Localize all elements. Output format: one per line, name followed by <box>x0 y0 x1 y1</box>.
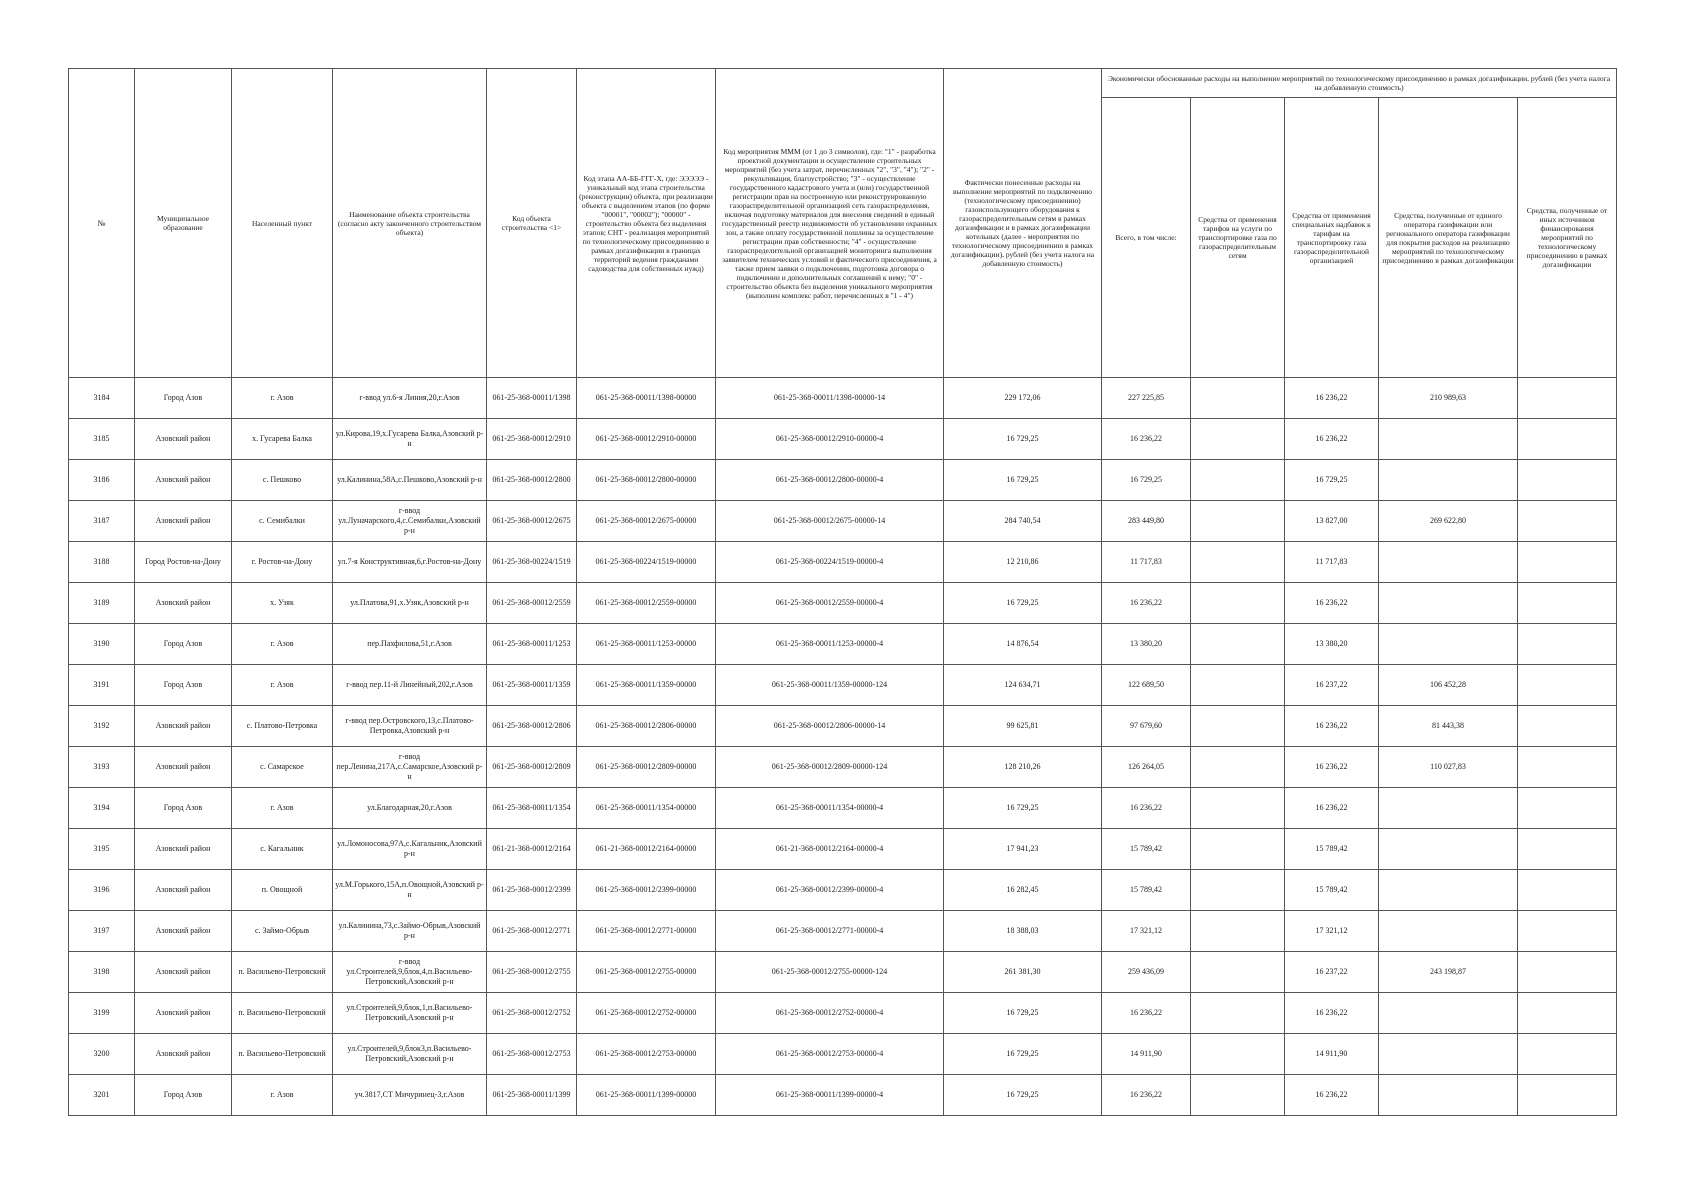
cell-total: 122 689,50 <box>1102 665 1191 706</box>
cell-settlement: с. Кагальник <box>232 829 333 870</box>
cell-num: 3191 <box>69 665 135 706</box>
cell-tariffs <box>1191 419 1285 460</box>
header-object-code: Код объекта строительства <1> <box>487 69 577 378</box>
cell-object-code: 061-25-368-00012/2800 <box>487 460 577 501</box>
cell-tariffs <box>1191 1075 1285 1116</box>
cell-operator <box>1379 583 1518 624</box>
cell-object-code: 061-25-368-00012/2755 <box>487 952 577 993</box>
table-row <box>69 665 1617 706</box>
cell-object-name: ул.Калинина,73,с.Займо-Обрыв,Азовский р-н <box>333 911 487 952</box>
cell-tariffs <box>1191 952 1285 993</box>
cell-municipality: Город Азов <box>135 378 232 419</box>
cell-actual-costs: 229 172,06 <box>944 378 1102 419</box>
cell-other <box>1518 583 1617 624</box>
cell-object-name: г-ввод ул.6-я Линия,20,г.Азов <box>333 378 487 419</box>
cell-object-code: 061-25-368-00012/2771 <box>487 911 577 952</box>
cell-event-code: 061-25-368-00011/1359-00000-124 <box>716 665 944 706</box>
header-surcharges: Средства от применения специальных надбавок к тарифам на транспортировку газа газораспределительной организацией <box>1285 98 1379 378</box>
cell-object-name: ул.Ломоносова,97А,с.Кагальник,Азовский р-н <box>333 829 487 870</box>
cell-total: 16 236,22 <box>1102 993 1191 1034</box>
cell-other <box>1518 747 1617 788</box>
cell-surcharges: 16 236,22 <box>1285 1075 1379 1116</box>
cell-tariffs <box>1191 542 1285 583</box>
cell-settlement: с. Займо-Обрыв <box>232 911 333 952</box>
cell-other <box>1518 870 1617 911</box>
cell-tariffs <box>1191 706 1285 747</box>
cell-tariffs <box>1191 911 1285 952</box>
cell-event-code: 061-25-368-00012/2559-00000-4 <box>716 583 944 624</box>
header-group-justified-costs: Экономически обоснованные расходы на выполнение мероприятий по технологическому присоединению в рамках догазификации, рублей (без учета налога на добавленную стоимость) <box>1102 69 1617 98</box>
cell-object-code: 061-25-368-00012/2753 <box>487 1034 577 1075</box>
cell-municipality: Азовский район <box>135 952 232 993</box>
cell-tariffs <box>1191 583 1285 624</box>
report-sheet <box>68 68 1617 1116</box>
cell-total: 17 321,12 <box>1102 911 1191 952</box>
cell-object-name: ул.7-я Конструктивная,6,г.Ростов-на-Дону <box>333 542 487 583</box>
cell-settlement: с. Самарское <box>232 747 333 788</box>
cell-num: 3201 <box>69 1075 135 1116</box>
cell-num: 3194 <box>69 788 135 829</box>
cell-settlement: п. Васильево-Петровский <box>232 952 333 993</box>
cell-municipality: Азовский район <box>135 911 232 952</box>
table-header <box>69 69 1617 378</box>
cell-settlement: г. Азов <box>232 624 333 665</box>
cell-surcharges: 16 236,22 <box>1285 378 1379 419</box>
table-row <box>69 788 1617 829</box>
cell-municipality: Азовский район <box>135 501 232 542</box>
cell-stage-code: 061-25-368-00012/2559-00000 <box>577 583 716 624</box>
cell-settlement: г. Ростов-на-Дону <box>232 542 333 583</box>
cell-settlement: п. Овощной <box>232 870 333 911</box>
cell-municipality: Город Азов <box>135 665 232 706</box>
cell-total: 259 436,09 <box>1102 952 1191 993</box>
cell-surcharges: 13 827,00 <box>1285 501 1379 542</box>
cell-settlement: п. Васильево-Петровский <box>232 993 333 1034</box>
table-row <box>69 624 1617 665</box>
cell-total: 16 729,25 <box>1102 460 1191 501</box>
header-municipality: Муниципальное образование <box>135 69 232 378</box>
cell-municipality: Город Ростов-на-Дону <box>135 542 232 583</box>
cell-stage-code: 061-25-368-00012/2771-00000 <box>577 911 716 952</box>
cell-event-code: 061-25-368-00012/2800-00000-4 <box>716 460 944 501</box>
cell-operator: 110 027,83 <box>1379 747 1518 788</box>
header-stage-code: Код этапа АА-ББ-ГГГ-Х, где: ЭЭЭЭЭ - уникальный код этапа строительства (реконструкции) объекта, при реализации объекта с выделением этапов (по форме "00001", "00002"); "00000" - строительство объекта без выделения этапов; СНТ - реализация мероприятий по технологическому присоединению в рамках догазификации в границах территорий ведения гражданами садоводства для собственных нужд) <box>577 69 716 378</box>
cell-surcharges: 11 717,83 <box>1285 542 1379 583</box>
cell-settlement: г. Азов <box>232 1075 333 1116</box>
cell-total: 227 225,85 <box>1102 378 1191 419</box>
cell-actual-costs: 14 876,54 <box>944 624 1102 665</box>
cell-actual-costs: 16 729,25 <box>944 788 1102 829</box>
table-row <box>69 911 1617 952</box>
cell-municipality: Азовский район <box>135 747 232 788</box>
cell-stage-code: 061-25-368-00011/1354-00000 <box>577 788 716 829</box>
cell-operator <box>1379 460 1518 501</box>
cell-total: 16 236,22 <box>1102 788 1191 829</box>
cell-num: 3190 <box>69 624 135 665</box>
cell-object-name: ул.Строителей,9,блок3,п.Васильево-Петровский,Азовский р-н <box>333 1034 487 1075</box>
cell-tariffs <box>1191 378 1285 419</box>
cell-object-name: г-ввод пер.11-й Линейный,202,г.Азов <box>333 665 487 706</box>
header-object-name: Наименование объекта строительства (согласно акту законченного строительством объекта) <box>333 69 487 378</box>
cell-settlement: п. Васильево-Петровский <box>232 1034 333 1075</box>
cell-tariffs <box>1191 1034 1285 1075</box>
cell-other <box>1518 1034 1617 1075</box>
cell-actual-costs: 16 729,25 <box>944 460 1102 501</box>
cell-settlement: г. Азов <box>232 665 333 706</box>
cell-actual-costs: 18 388,03 <box>944 911 1102 952</box>
cell-num: 3199 <box>69 993 135 1034</box>
cell-stage-code: 061-25-368-00012/2910-00000 <box>577 419 716 460</box>
cell-event-code: 061-25-368-00012/2771-00000-4 <box>716 911 944 952</box>
cell-operator: 81 443,38 <box>1379 706 1518 747</box>
cell-surcharges: 16 236,22 <box>1285 706 1379 747</box>
cell-total: 126 264,05 <box>1102 747 1191 788</box>
table-row <box>69 419 1617 460</box>
table-row <box>69 952 1617 993</box>
cell-tariffs <box>1191 460 1285 501</box>
cell-tariffs <box>1191 747 1285 788</box>
cell-stage-code: 061-25-368-00012/2809-00000 <box>577 747 716 788</box>
cell-event-code: 061-25-368-00012/2910-00000-4 <box>716 419 944 460</box>
cell-operator <box>1379 624 1518 665</box>
cell-event-code: 061-25-368-00011/1354-00000-4 <box>716 788 944 829</box>
table-row <box>69 460 1617 501</box>
cell-object-name: ул.Благодарная,20,г.Азов <box>333 788 487 829</box>
cell-object-code: 061-25-368-00012/2910 <box>487 419 577 460</box>
table-body <box>69 378 1617 1116</box>
cell-operator: 243 198,87 <box>1379 952 1518 993</box>
table-row <box>69 829 1617 870</box>
cell-settlement: х. Узяк <box>232 583 333 624</box>
cell-event-code: 061-25-368-00012/2753-00000-4 <box>716 1034 944 1075</box>
cell-object-code: 061-25-368-00012/2752 <box>487 993 577 1034</box>
cell-actual-costs: 128 210,26 <box>944 747 1102 788</box>
cell-object-name: ул.Калинина,58А,с.Пешково,Азовский р-н <box>333 460 487 501</box>
table-row <box>69 501 1617 542</box>
cell-other <box>1518 829 1617 870</box>
cell-surcharges: 16 729,25 <box>1285 460 1379 501</box>
cell-num: 3184 <box>69 378 135 419</box>
cell-object-code: 061-25-368-00012/2675 <box>487 501 577 542</box>
cell-object-name: ул.М.Горького,15А,п.Овощной,Азовский р-н <box>333 870 487 911</box>
cell-event-code: 061-25-368-00012/2755-00000-124 <box>716 952 944 993</box>
cell-other <box>1518 911 1617 952</box>
cell-object-name: г-ввод пер.Островского,13,с.Платово-Петровка,Азовский р-н <box>333 706 487 747</box>
cell-object-code: 061-25-368-00011/1354 <box>487 788 577 829</box>
cell-tariffs <box>1191 870 1285 911</box>
cell-event-code: 061-25-368-00012/2806-00000-14 <box>716 706 944 747</box>
cell-surcharges: 17 321,12 <box>1285 911 1379 952</box>
cell-actual-costs: 16 282,45 <box>944 870 1102 911</box>
cell-operator <box>1379 542 1518 583</box>
cell-actual-costs: 16 729,25 <box>944 1034 1102 1075</box>
cell-num: 3196 <box>69 870 135 911</box>
cell-municipality: Азовский район <box>135 829 232 870</box>
cell-object-code: 061-25-368-00012/2806 <box>487 706 577 747</box>
cell-municipality: Азовский район <box>135 419 232 460</box>
cell-total: 13 380,20 <box>1102 624 1191 665</box>
cell-municipality: Азовский район <box>135 706 232 747</box>
cell-other <box>1518 460 1617 501</box>
cell-object-name: г-ввод пер.Ленина,217А,с.Самарское,Азовский р-н <box>333 747 487 788</box>
cell-object-code: 061-25-368-00224/1519 <box>487 542 577 583</box>
cell-object-name: ул.Кирова,19,х.Гусарева Балка,Азовский р-н <box>333 419 487 460</box>
table-row <box>69 706 1617 747</box>
data-table <box>68 68 1617 1116</box>
cell-municipality: Город Азов <box>135 788 232 829</box>
cell-tariffs <box>1191 788 1285 829</box>
cell-operator: 106 452,28 <box>1379 665 1518 706</box>
cell-municipality: Город Азов <box>135 1075 232 1116</box>
cell-settlement: с. Семибалки <box>232 501 333 542</box>
cell-object-name: пер.Пахфилова,51,г.Азов <box>333 624 487 665</box>
cell-operator <box>1379 1075 1518 1116</box>
cell-other <box>1518 624 1617 665</box>
cell-total: 15 789,42 <box>1102 870 1191 911</box>
cell-surcharges: 15 789,42 <box>1285 829 1379 870</box>
cell-tariffs <box>1191 829 1285 870</box>
cell-event-code: 061-25-368-00011/1399-00000-4 <box>716 1075 944 1116</box>
table-row <box>69 542 1617 583</box>
cell-other <box>1518 952 1617 993</box>
cell-object-name: ул.Строителей,9,блок,1,п.Васильево-Петровский,Азовский р-н <box>333 993 487 1034</box>
cell-other <box>1518 1075 1617 1116</box>
cell-stage-code: 061-25-368-00012/2752-00000 <box>577 993 716 1034</box>
cell-other <box>1518 993 1617 1034</box>
table-row <box>69 1034 1617 1075</box>
cell-num: 3188 <box>69 542 135 583</box>
cell-municipality: Азовский район <box>135 1034 232 1075</box>
cell-total: 14 911,90 <box>1102 1034 1191 1075</box>
cell-object-code: 061-25-368-00012/2559 <box>487 583 577 624</box>
header-actual-costs: Фактически понесенные расходы на выполнение мероприятий по подключению (технологическому присоединению) газоиспользующего оборудования к газораспределительным сетям в рамках догазификации и в рамках догазификации котельных (далее - мероприятия по технологическому присоединению в рамках догазификации), рублей (без учета налога на добавленную стоимость) <box>944 69 1102 378</box>
cell-surcharges: 14 911,90 <box>1285 1034 1379 1075</box>
table-row <box>69 583 1617 624</box>
cell-total: 11 717,83 <box>1102 542 1191 583</box>
cell-actual-costs: 284 740,54 <box>944 501 1102 542</box>
cell-surcharges: 16 236,22 <box>1285 583 1379 624</box>
header-other: Средства, полученные от иных источников финансирования мероприятий по технологическому присоединению в рамках догазификации <box>1518 98 1617 378</box>
cell-surcharges: 13 380,20 <box>1285 624 1379 665</box>
cell-object-name: г-ввод ул.Строителей,9,блок,4,п.Васильево-Петровский,Азовский р-н <box>333 952 487 993</box>
cell-object-name: уч.3817,СТ Мичуринец-3,г.Азов <box>333 1075 487 1116</box>
table-row <box>69 1075 1617 1116</box>
cell-surcharges: 16 237,22 <box>1285 665 1379 706</box>
cell-object-code: 061-25-368-00011/1253 <box>487 624 577 665</box>
cell-other <box>1518 706 1617 747</box>
cell-settlement: с. Пешково <box>232 460 333 501</box>
cell-municipality: Азовский район <box>135 460 232 501</box>
cell-num: 3200 <box>69 1034 135 1075</box>
cell-operator <box>1379 788 1518 829</box>
cell-tariffs <box>1191 624 1285 665</box>
cell-object-name: г-ввод ул.Луначарского,4,с.Семибалки,Азовский р-н <box>333 501 487 542</box>
cell-actual-costs: 16 729,25 <box>944 583 1102 624</box>
header-tariffs: Средства от применения тарифов на услуги по транспортировке газа по газораспределительным сетям <box>1191 98 1285 378</box>
cell-event-code: 061-25-368-00012/2675-00000-14 <box>716 501 944 542</box>
cell-actual-costs: 16 729,25 <box>944 1075 1102 1116</box>
cell-other <box>1518 419 1617 460</box>
cell-total: 97 679,60 <box>1102 706 1191 747</box>
cell-actual-costs: 16 729,25 <box>944 419 1102 460</box>
cell-stage-code: 061-25-368-00011/1253-00000 <box>577 624 716 665</box>
cell-stage-code: 061-21-368-00012/2164-00000 <box>577 829 716 870</box>
cell-stage-code: 061-25-368-00012/2399-00000 <box>577 870 716 911</box>
cell-actual-costs: 12 210,86 <box>944 542 1102 583</box>
cell-event-code: 061-25-368-00012/2809-00000-124 <box>716 747 944 788</box>
header-operator: Средства, полученные от единого оператора газификации или регионального оператора газификации для покрытия расходов на реализацию мероприятий по технологическому присоединению в рамках догазификации <box>1379 98 1518 378</box>
cell-operator <box>1379 870 1518 911</box>
cell-stage-code: 061-25-368-00012/2806-00000 <box>577 706 716 747</box>
header-event-code: Код мероприятия МММ (от 1 до 3 символов), где: "1" - разработка проектной документации и осуществление строительных мероприятий (без учета затрат, перечисленных "2", "3", "4"); "2" - рекультивация, благоустройство; "3" - осуществление государственного кадастрового учета и (или) государственной регистрации прав на построенную или реконструированную газораспределительной организацией сеть газораспределения, включая подготовку материалов для внесения сведений в единый государственный реестр недвижимости об установлении охранных зон, а также оплату государственной пошлины за осуществление регистрации прав собственности; "4" - осуществление газораспределительной организацией мониторинга выполнения заявителем технических условий и фактического присоединения, а также прием заявки о подключении, подготовка договора о подключении и дополнительных соглашений к нему; "0" - строительство объекта без выделения уникального мероприятия (выполнен комплекс работ, перечисленных в "1 - 4") <box>716 69 944 378</box>
cell-object-code: 061-25-368-00011/1359 <box>487 665 577 706</box>
cell-stage-code: 061-25-368-00012/2800-00000 <box>577 460 716 501</box>
cell-tariffs <box>1191 665 1285 706</box>
cell-surcharges: 16 236,22 <box>1285 788 1379 829</box>
cell-tariffs <box>1191 993 1285 1034</box>
cell-object-code: 061-21-368-00012/2164 <box>487 829 577 870</box>
cell-num: 3187 <box>69 501 135 542</box>
cell-num: 3192 <box>69 706 135 747</box>
cell-other <box>1518 665 1617 706</box>
cell-other <box>1518 501 1617 542</box>
cell-surcharges: 16 236,22 <box>1285 747 1379 788</box>
cell-actual-costs: 124 634,71 <box>944 665 1102 706</box>
cell-municipality: Азовский район <box>135 993 232 1034</box>
cell-event-code: 061-25-368-00224/1519-00000-4 <box>716 542 944 583</box>
cell-num: 3185 <box>69 419 135 460</box>
cell-object-code: 061-25-368-00012/2399 <box>487 870 577 911</box>
cell-settlement: с. Платово-Петровка <box>232 706 333 747</box>
cell-operator <box>1379 1034 1518 1075</box>
table-row <box>69 993 1617 1034</box>
cell-surcharges: 16 236,22 <box>1285 419 1379 460</box>
cell-municipality: Азовский район <box>135 870 232 911</box>
cell-event-code: 061-21-368-00012/2164-00000-4 <box>716 829 944 870</box>
cell-object-code: 061-25-368-00012/2809 <box>487 747 577 788</box>
header-total: Всего, в том числе: <box>1102 98 1191 378</box>
cell-other <box>1518 788 1617 829</box>
cell-tariffs <box>1191 501 1285 542</box>
header-num: № <box>69 69 135 378</box>
cell-stage-code: 061-25-368-00012/2675-00000 <box>577 501 716 542</box>
cell-actual-costs: 16 729,25 <box>944 993 1102 1034</box>
cell-surcharges: 16 236,22 <box>1285 993 1379 1034</box>
cell-operator <box>1379 993 1518 1034</box>
cell-operator: 269 622,80 <box>1379 501 1518 542</box>
cell-stage-code: 061-25-368-00012/2753-00000 <box>577 1034 716 1075</box>
cell-object-code: 061-25-368-00011/1398 <box>487 378 577 419</box>
cell-actual-costs: 17 941,23 <box>944 829 1102 870</box>
cell-total: 15 789,42 <box>1102 829 1191 870</box>
cell-total: 16 236,22 <box>1102 583 1191 624</box>
cell-num: 3198 <box>69 952 135 993</box>
cell-num: 3189 <box>69 583 135 624</box>
cell-operator <box>1379 911 1518 952</box>
cell-settlement: г. Азов <box>232 788 333 829</box>
cell-operator <box>1379 419 1518 460</box>
cell-operator <box>1379 829 1518 870</box>
cell-stage-code: 061-25-368-00224/1519-00000 <box>577 542 716 583</box>
cell-event-code: 061-25-368-00012/2752-00000-4 <box>716 993 944 1034</box>
cell-actual-costs: 261 381,30 <box>944 952 1102 993</box>
cell-stage-code: 061-25-368-00011/1359-00000 <box>577 665 716 706</box>
cell-settlement: х. Гусарева Балка <box>232 419 333 460</box>
cell-operator: 210 989,63 <box>1379 378 1518 419</box>
cell-other <box>1518 542 1617 583</box>
cell-event-code: 061-25-368-00011/1253-00000-4 <box>716 624 944 665</box>
cell-stage-code: 061-25-368-00011/1399-00000 <box>577 1075 716 1116</box>
header-settlement: Населенный пункт <box>232 69 333 378</box>
cell-municipality: Город Азов <box>135 624 232 665</box>
cell-object-name: ул.Платова,91,х.Узяк,Азовский р-н <box>333 583 487 624</box>
cell-other <box>1518 378 1617 419</box>
cell-settlement: г. Азов <box>232 378 333 419</box>
cell-num: 3197 <box>69 911 135 952</box>
cell-surcharges: 15 789,42 <box>1285 870 1379 911</box>
cell-total: 16 236,22 <box>1102 419 1191 460</box>
cell-municipality: Азовский район <box>135 583 232 624</box>
cell-num: 3186 <box>69 460 135 501</box>
cell-object-code: 061-25-368-00011/1399 <box>487 1075 577 1116</box>
cell-surcharges: 16 237,22 <box>1285 952 1379 993</box>
cell-event-code: 061-25-368-00011/1398-00000-14 <box>716 378 944 419</box>
table-row <box>69 747 1617 788</box>
cell-stage-code: 061-25-368-00012/2755-00000 <box>577 952 716 993</box>
cell-num: 3193 <box>69 747 135 788</box>
cell-event-code: 061-25-368-00012/2399-00000-4 <box>716 870 944 911</box>
cell-actual-costs: 99 625,81 <box>944 706 1102 747</box>
table-row <box>69 870 1617 911</box>
cell-total: 283 449,80 <box>1102 501 1191 542</box>
cell-stage-code: 061-25-368-00011/1398-00000 <box>577 378 716 419</box>
cell-total: 16 236,22 <box>1102 1075 1191 1116</box>
table-row <box>69 378 1617 419</box>
cell-num: 3195 <box>69 829 135 870</box>
